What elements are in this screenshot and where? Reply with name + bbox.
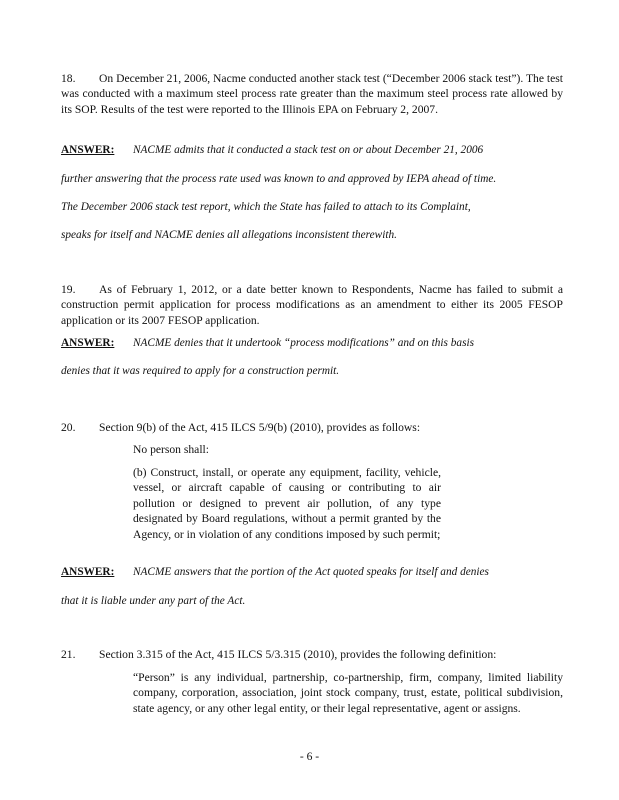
answer-label: ANSWER: [61,144,115,156]
answer-line: NACME admits that it conducted a stack test on or about December 21, 2006 [133,144,484,156]
paragraph-number: 19. [61,283,76,296]
page-number: - 6 - [299,750,320,763]
paragraph-21 [61,647,563,662]
paragraph-20 [61,420,563,435]
paragraph-text: As of February 1, 2012, or a date better known to Respondents, Nacme has failed to submit a construction permit application for process modifications as an amendment to either its 2005 FESOP application or its 2007 FESOP application. [61,283,563,327]
quote-intro: No person shall: [133,443,209,456]
answer-line: speaks for itself and NACME denies all allegations inconsistent therewith. [61,229,397,241]
answer-line: NACME denies that it undertook “process modifications” and on this basis [133,337,474,349]
answer-line: The December 2006 stack test report, which the State has failed to attach to its Complaint, [61,201,471,213]
paragraph-number: 20. [61,421,76,434]
paragraph-text: Section 3.315 of the Act, 415 ILCS 5/3.315 (2010), provides the following definition: [99,648,497,661]
answer-18 [61,143,563,158]
paragraph-text: Section 9(b) of the Act, 415 ILCS 5/9(b) (2010), provides as follows: [99,421,421,434]
paragraph-text: On December 21, 2006, Nacme conducted another stack test (“December 2006 stack test”). The test was conducted with a maximum steel process rate greater than the maximum steel process rate allowed by its SOP. Results of the test were reported to the Illinois EPA on February 2, 2007. [61,72,563,116]
answer-label: ANSWER: [61,566,115,578]
paragraph-19 [61,282,563,328]
answer-line: NACME answers that the portion of the Act quoted speaks for itself and denies [133,566,489,578]
answer-19 [61,336,563,351]
answer-label: ANSWER: [61,337,115,349]
answer-line: that it is liable under any part of the Act. [61,595,246,607]
answer-20 [61,565,563,580]
quoted-definition: “Person” is any individual, partnership, co-partnership, firm, company, limited liability company, corporation, association, joint stock company, trust, estate, political subdivision, state agency, or any other legal entity, or their legal representative, agent or assigns. [133,671,563,715]
answer-line: denies that it was required to apply for a construction permit. [61,365,340,377]
paragraph-number: 21. [61,648,76,661]
quoted-statute: (b) Construct, install, or operate any equipment, facility, vehicle, vessel, or aircraft capable of causing or contributing to air pollution or designed to prevent air pollution, of any type designated by Board regulations, without a permit granted by the Agency, or in violation of any conditions imposed by such permit; [133,466,441,541]
answer-line: further answering that the process rate used was known to and approved by IEPA ahead of time. [61,173,497,185]
paragraph-18 [61,71,563,117]
paragraph-number: 18. [61,72,76,85]
